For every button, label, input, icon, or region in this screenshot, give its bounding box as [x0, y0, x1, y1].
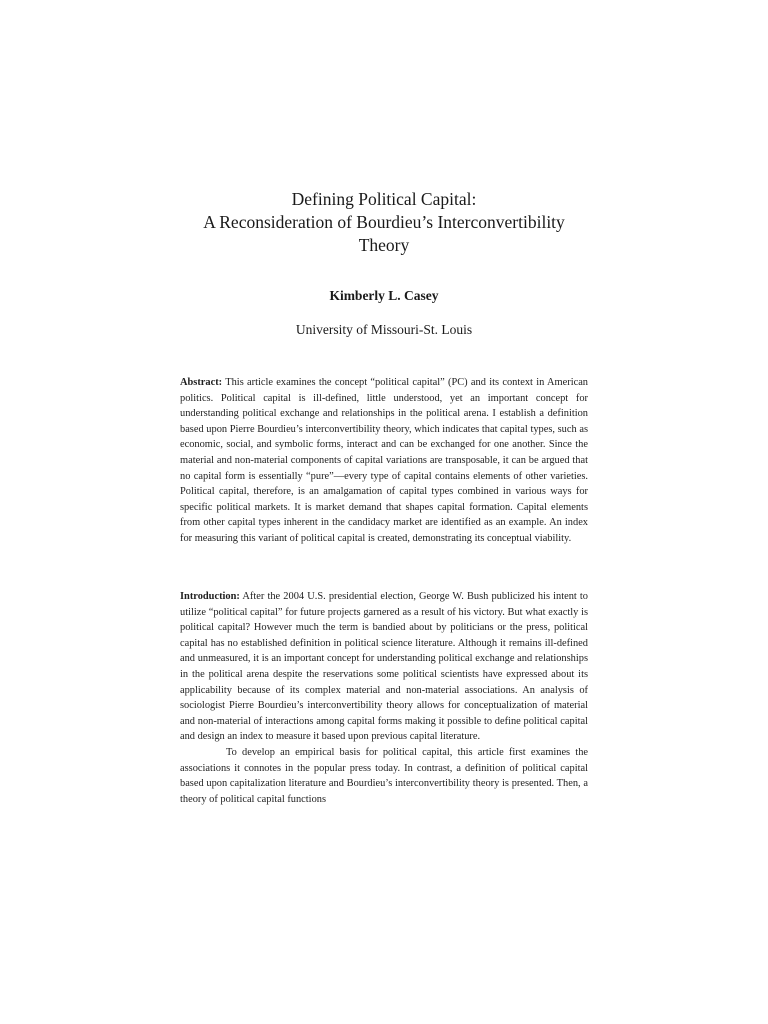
title-line-3: Theory — [358, 235, 410, 255]
author-affiliation: University of Missouri-St. Louis — [295, 322, 473, 337]
introduction-label: Introduction: — [180, 591, 240, 602]
title-line-2: A Reconsideration of Bourdieu’s Interconvertibility — [203, 212, 565, 232]
introduction-text: After the 2004 U.S. presidential election, George W. Bush publicized his intent to utilize “political capital” for future projects garnered as a result of his victory. But what exactly is political capital? However much the term is bandied about by politicians or the press, political capital has no established definition in political science literature. Although it remains ill-defined and unmeasured, it is an important concept for understanding political exchange and relationships in the political arena despite the reservations some political scientists have expressed about its applicability because of its complex material and non-material associations. An analysis of sociologist Pierre Bourdieu’s interconvertibility theory allows for conceptualization of material and non-material of interactions among capital forms making it possible to define political capital and design an index to measure it based upon previous capital literature. — [180, 591, 588, 743]
abstract-paragraph — [180, 375, 588, 547]
author-name: Kimberly L. Casey — [329, 288, 439, 303]
title-line-1: Defining Political Capital: — [291, 189, 477, 209]
paper-title — [0, 188, 768, 257]
introduction-section — [180, 589, 588, 807]
abstract-label: Abstract: — [180, 377, 223, 388]
introduction-paragraph-1 — [180, 589, 588, 745]
introduction-paragraph-2: To develop an empirical basis for political capital, this article first examines the associations it connotes in the popular press today. In contrast, a definition of political capital based upon capitalization literature and Bourdieu’s interconvertibility theory is presented. Then, a theory of political capital functions — [180, 746, 588, 805]
abstract-text: This article examines the concept “political capital” (PC) and its context in American politics. Political capital is ill-defined, little understood, yet an important concept for understanding political exchange and relationships in the political arena. I establish a definition based upon Pierre Bourdieu’s interconvertibility theory, which indicates that capital types, such as economic, social, and symbolic forms, interact and can be exchanged for one another. Since the material and non-material components of capital variations are transposable, it can be argued that no capital form is essentially “pure”—every type of capital contains elements of other varieties. Political capital, therefore, is an amalgamation of capital types combined in various ways for specific political markets. It is market demand that shapes capital formation. Capital elements from other capital types inherent in the candidacy market are identified as an example. An index for measuring this variant of political capital is created, demonstrating its conceptual viability. — [180, 377, 588, 544]
